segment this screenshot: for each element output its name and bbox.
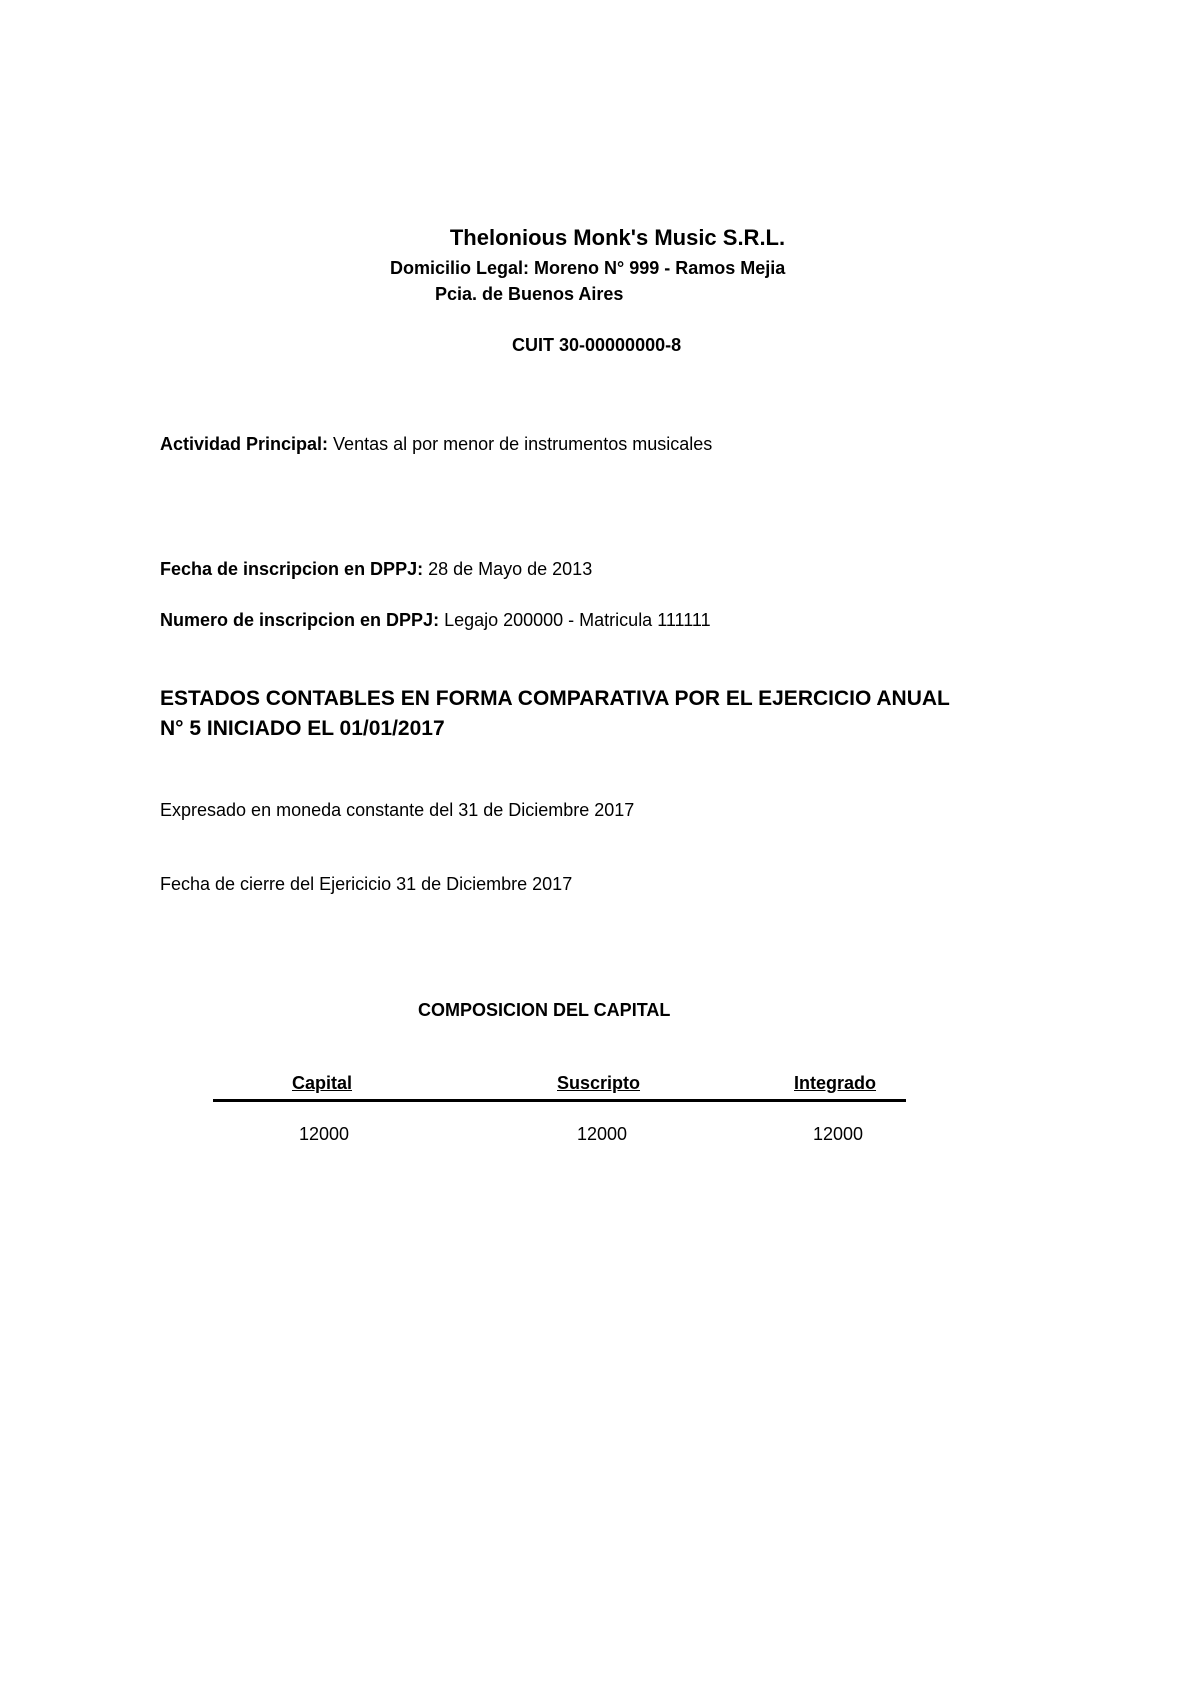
capital-composition-title: COMPOSICION DEL CAPITAL [418, 1000, 671, 1020]
registration-number-label: Numero de inscripcion en DPPJ: [160, 610, 440, 630]
capital-table [213, 1073, 906, 1150]
registration-date-value: 28 de Mayo de 2013 [423, 559, 593, 579]
header-capital: Capital [292, 1073, 353, 1093]
registration-number-value: Legajo 200000 - Matricula 111111 [439, 610, 711, 630]
province: Pcia. de Buenos Aires [435, 284, 624, 304]
closing-date: Fecha de cierre del Ejericicio 31 de Diciembre 2017 [160, 874, 573, 894]
main-activity [160, 434, 712, 455]
currency-note: Expresado en moneda constante del 31 de Diciembre 2017 [160, 800, 635, 820]
header-integrado: Integrado [794, 1073, 877, 1093]
legal-address: Domicilio Legal: Moreno N° 999 - Ramos Mejia [390, 258, 786, 278]
value-capital: 12000 [299, 1124, 350, 1144]
cuit-number: CUIT 30-00000000-8 [512, 335, 682, 355]
main-activity-value: Ventas al por menor de instrumentos musicales [328, 434, 713, 454]
company-name: Thelonious Monk's Music S.R.L. [449, 225, 786, 250]
header-suscripto: Suscripto [557, 1073, 641, 1093]
registration-date [160, 559, 592, 580]
registration-date-label: Fecha de inscripcion en DPPJ: [160, 559, 424, 579]
financial-statements-title: ESTADOS CONTABLES EN FORMA COMPARATIVA POR EL EJERCICIO ANUAL N° 5 INICIADO EL 01/01/2017 [160, 687, 950, 740]
table-row [213, 1124, 906, 1150]
main-activity-label: Actividad Principal: [160, 434, 329, 454]
value-integrado: 12000 [813, 1124, 864, 1144]
capital-table-header [213, 1073, 906, 1102]
registration-number [160, 610, 711, 631]
value-suscripto: 12000 [577, 1124, 628, 1144]
